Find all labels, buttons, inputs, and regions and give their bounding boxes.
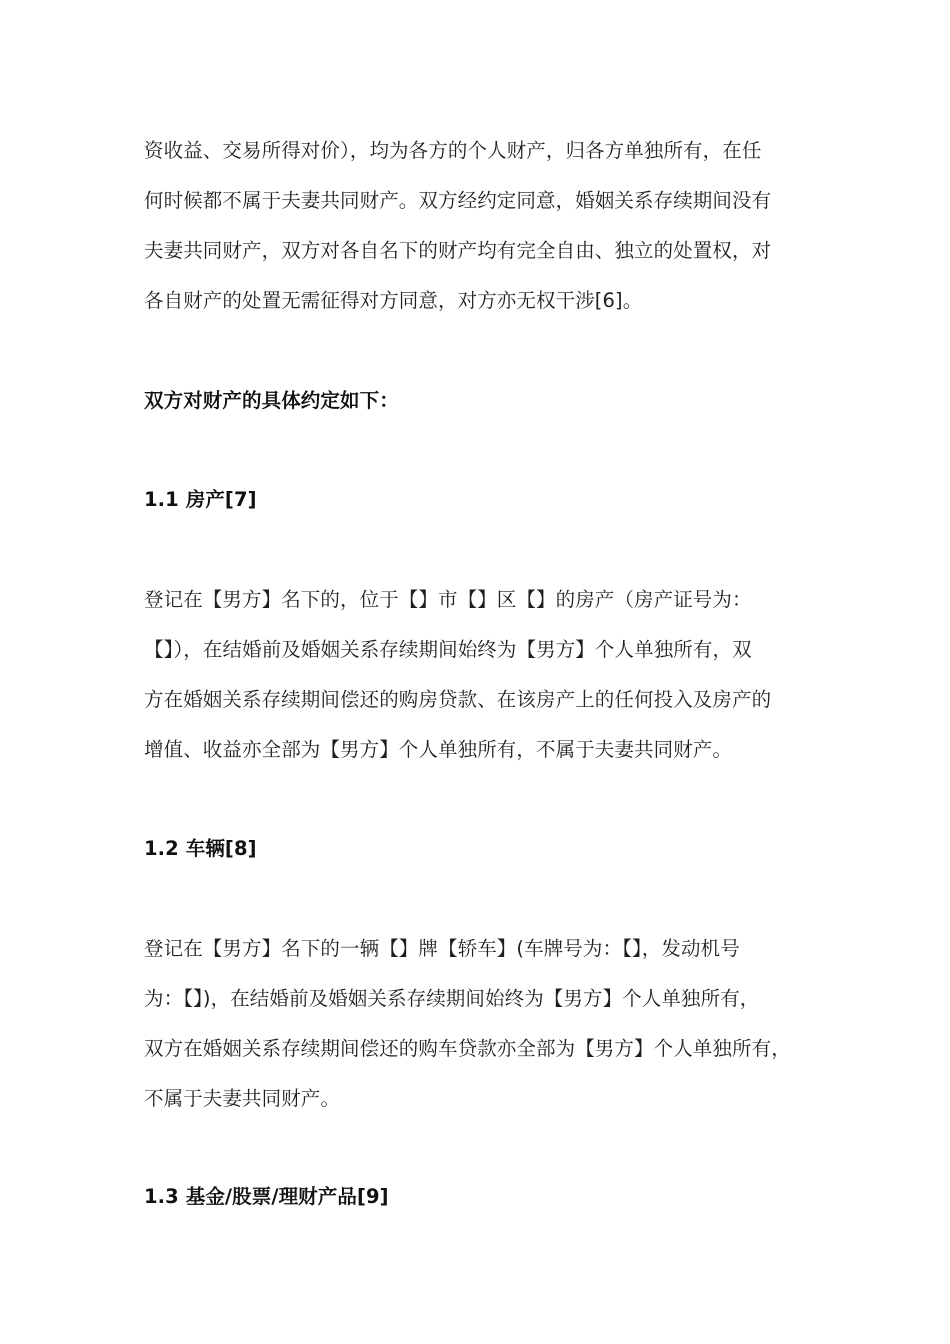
paragraph-line: 不属于夫妻共同财产。 (144, 1087, 341, 1110)
property-terms-heading (144, 376, 820, 426)
paragraph-line: 资收益、交易所得对价），均为各方的个人财产，归各方单独所有，在任 (144, 139, 762, 162)
heading-text: 1.1 房产[7] (144, 488, 257, 511)
paragraph-line: 登记在【男方】名下的一辆【】牌【轿车】(车牌号为：【】，发动机号 (144, 937, 740, 960)
section-1-3-heading (144, 1172, 820, 1222)
paragraph-line: 登记在【男方】名下的，位于【】市【】区【】的房产（房产证号为： (144, 588, 752, 611)
paragraph-line: 方在婚姻关系存续期间偿还的购房贷款、在该房产上的任何投入及房产的 (144, 688, 772, 711)
paragraph-line: 各自财产的处置无需征得对方同意，对方亦无权干涉[6]。 (144, 289, 643, 312)
section-1-1-paragraph (144, 575, 820, 775)
section-1-2-paragraph (144, 924, 820, 1124)
section-1-2-heading (144, 824, 820, 874)
paragraph-line: 夫妻共同财产，双方对各自名下的财产均有完全自由、独立的处置权，对 (144, 239, 772, 262)
intro-paragraph (144, 126, 820, 326)
paragraph-line: 【】），在结婚前及婚姻关系存续期间始终为【男方】个人单独所有，双 (144, 638, 752, 661)
paragraph-line: 何时候都不属于夫妻共同财产。双方经约定同意，婚姻关系存续期间没有 (144, 189, 772, 212)
heading-text: 1.2 车辆[8] (144, 837, 257, 860)
paragraph-line: 双方在婚姻关系存续期间偿还的购车贷款亦全部为【男方】个人单独所有， (144, 1037, 791, 1060)
section-1-1-heading (144, 475, 820, 525)
heading-text: 双方对财产的具体约定如下： (144, 389, 399, 412)
heading-text: 1.3 基金/股票/理财产品[9] (144, 1185, 389, 1208)
paragraph-line: 为：【】)，在结婚前及婚姻关系存续期间始终为【男方】个人单独所有， (144, 987, 760, 1010)
paragraph-line: 增值、收益亦全部为【男方】个人单独所有，不属于夫妻共同财产。 (144, 738, 733, 761)
